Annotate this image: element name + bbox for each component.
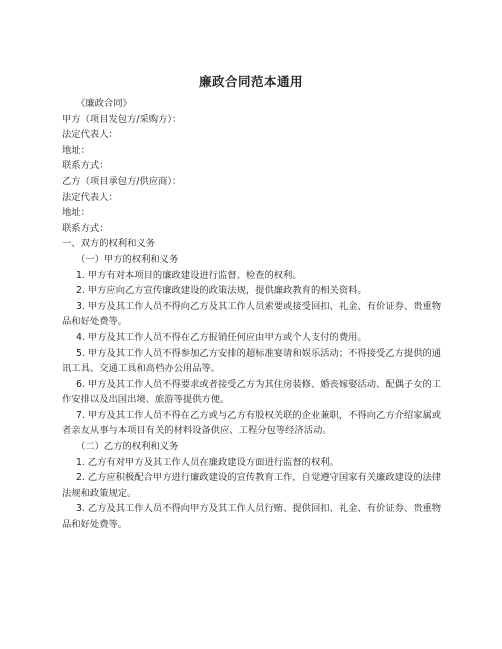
document-paragraph: 1. 甲方有对本项目的廉政建设进行监督、检查的权利。 bbox=[76, 269, 302, 281]
document-title: 廉政合同范本通用 bbox=[198, 74, 303, 89]
document-paragraph: 《廉政合同》 bbox=[76, 98, 132, 109]
document-paragraph: 3. 甲方及其工作人员不得向乙方及其工作人员索要或接受回扣、礼金、有价证券、贵重物品和好处费等。 bbox=[62, 300, 442, 328]
document-paragraph: 甲方（项目发包方/采购方）： bbox=[62, 113, 182, 125]
document-paragraph: 5. 甲方及其工作人员不得参加乙方安排的超标准宴请和娱乐活动；不得接受乙方提供的通讯工具、交通工具和高档办公用品等。 bbox=[62, 347, 442, 375]
document-paragraph: 1. 乙方有对甲方及其工作人员在廉政建设方面进行监督的权利。 bbox=[76, 456, 339, 468]
document-paragraph: 法定代表人： bbox=[62, 129, 118, 141]
document-body bbox=[62, 96, 448, 533]
document-paragraph: 地址： bbox=[62, 207, 90, 219]
document-paragraph: 4. 甲方及其工作人员不得在乙方报销任何应由甲方或个人支付的费用。 bbox=[76, 331, 367, 343]
document-paragraph: 2. 乙方应积极配合甲方进行廉政建设的宣传教育工作，自觉遵守国家有关廉政建设的法律法规和政策规定。 bbox=[62, 472, 442, 499]
document-paragraph: （一）甲方的权利和义务 bbox=[76, 253, 179, 265]
document-paragraph: 6. 甲方及其工作人员不得要求或者接受乙方为其住房装修、婚丧嫁娶活动、配偶子女的工作安排以及出国出境、旅游等提供方便。 bbox=[62, 378, 442, 406]
document-paragraph: 7. 甲方及其工作人员不得在乙方或与乙方有股权关联的企业兼职，不得向乙方介绍家属或者亲友从事与本项目有关的材料设备供应、工程分包等经济活动。 bbox=[62, 409, 442, 437]
document-paragraph: 3. 乙方及其工作人员不得向甲方及其工作人员行贿、提供回扣、礼金、有价证券、贵重物品和好处费等。 bbox=[62, 503, 442, 531]
document-paragraph: 一、双方的权利和义务 bbox=[62, 238, 155, 250]
document-paragraph: 2. 甲方应向乙方宣传廉政建设的政策法规，提供廉政教育的相关资料。 bbox=[76, 285, 367, 297]
document-paragraph: 联系方式： bbox=[62, 222, 109, 234]
document-paragraph: 地址： bbox=[62, 144, 90, 156]
document-paragraph: （二）乙方的权利和义务 bbox=[76, 441, 179, 453]
document-paragraph: 法定代表人： bbox=[62, 191, 118, 203]
document-paragraph: 联系方式： bbox=[62, 160, 109, 172]
document-paragraph: 乙方（项目承包方/供应商）： bbox=[62, 175, 182, 187]
